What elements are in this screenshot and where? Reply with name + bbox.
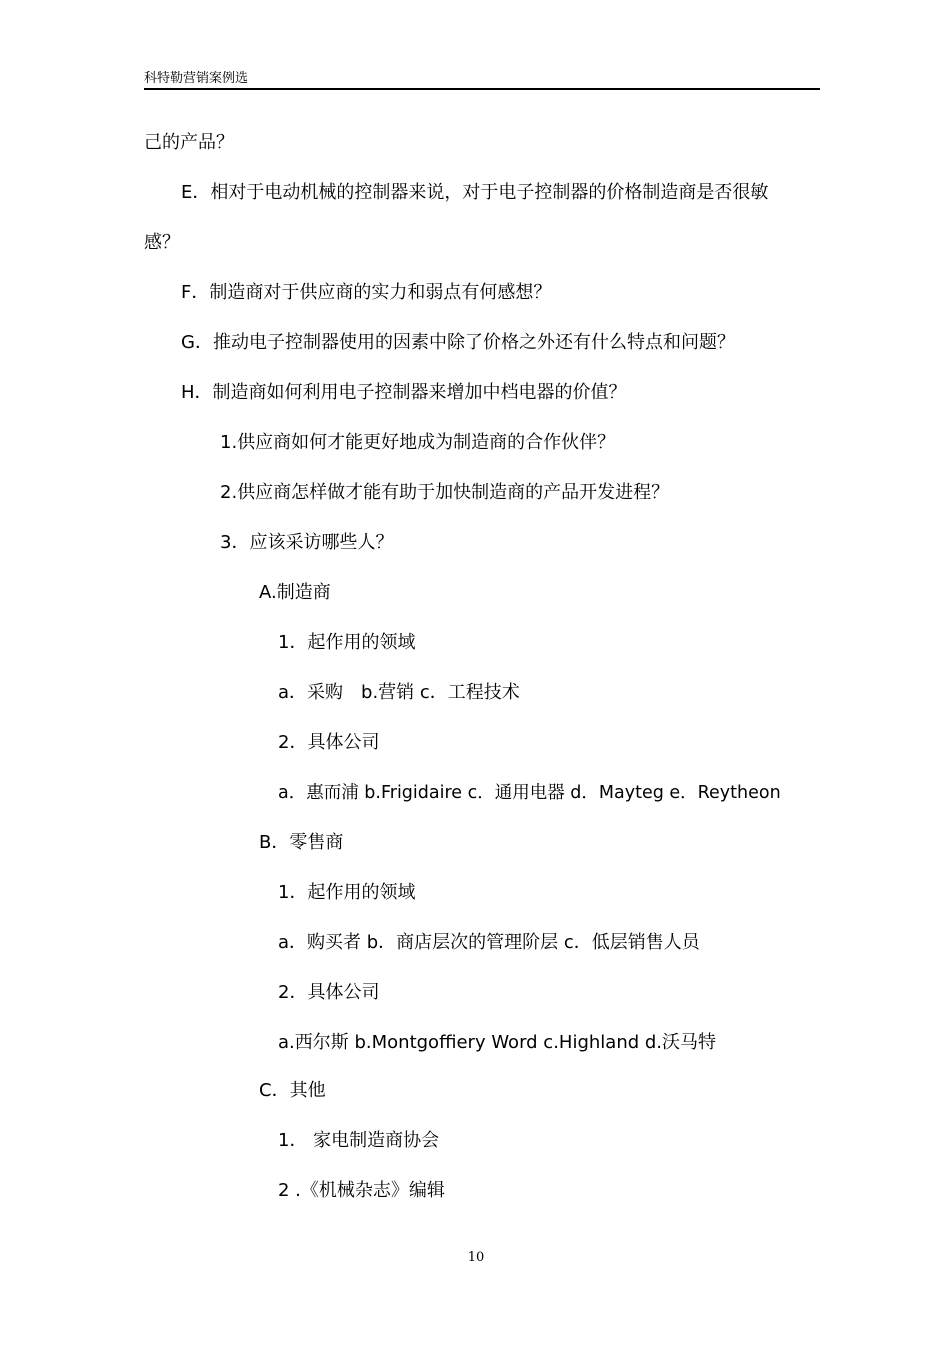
item-2: 2.供应商怎样做才能有助于加快制造商的产品开发进程？: [220, 482, 670, 503]
list-item: 2．具体公司: [278, 732, 380, 753]
question-g: G．推动电子控制器使用的因素中除了价格之外还有什么特点和问题？: [181, 332, 735, 353]
running-header: 科特勒营销案例选: [144, 71, 249, 86]
list-item: a．采购 b.营销 c．工程技术: [278, 682, 520, 703]
page-number: 10: [467, 1250, 485, 1265]
section-a: A.制造商: [259, 582, 331, 603]
question-e: E．相对于电动机械的控制器来说，对于电子控制器的价格制造商是否很敏: [181, 182, 769, 203]
list-item: 2 .《机械杂志》编辑: [278, 1180, 445, 1201]
text-line: 感？: [144, 232, 180, 253]
list-item: 2．具体公司: [278, 982, 380, 1003]
header-rule: [144, 88, 820, 90]
list-item: 1．起作用的领域: [278, 632, 416, 653]
list-item: 1．起作用的领域: [278, 882, 416, 903]
list-item: a．购买者 b．商店层次的管理阶层 c．低层销售人员: [278, 932, 700, 953]
question-f: F．制造商对于供应商的实力和弱点有何感想？: [181, 282, 552, 303]
section-c: C．其他: [259, 1080, 326, 1101]
text-line: 己的产品？: [144, 132, 234, 153]
item-3: 3．应该采访哪些人？: [220, 532, 394, 553]
list-item: a.西尔斯 b.Montgoffiery Word c.Highland d.沃马特: [278, 1032, 717, 1053]
question-h: H．制造商如何利用电子控制器来增加中档电器的价值？: [181, 382, 627, 403]
section-b: B．零售商: [259, 832, 344, 853]
list-item: a．惠而浦 b.Frigidaire c．通用电器 d．Mayteg e．Reytheon: [278, 783, 781, 803]
list-item: 1． 家电制造商协会: [278, 1130, 440, 1151]
item-1: 1.供应商如何才能更好地成为制造商的合作伙伴？: [220, 432, 616, 453]
